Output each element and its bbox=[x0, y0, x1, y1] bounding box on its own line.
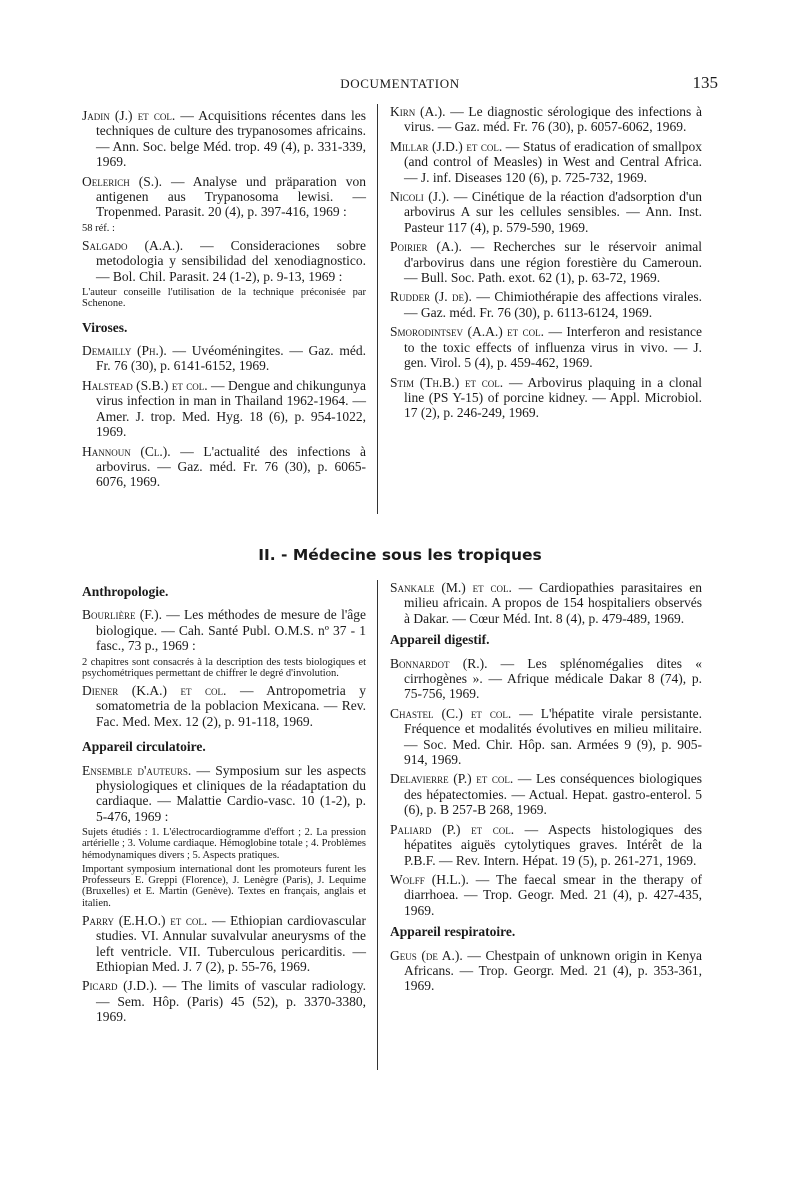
entry-citation: — Cinétique de la réaction d'adsorption d'un arbovirus A sur les cellules sensibles. — Ann. Inst. Pasteur 117 (4), p. 579-590, 1969. bbox=[404, 189, 702, 235]
column-divider-bottom bbox=[377, 580, 378, 1070]
entry-citation: — Interferon and resistance to the toxic effects of influenza virus in vivo. — J. gen. Virol. 5 (4), p. 459-462, 1969. bbox=[404, 324, 703, 371]
bibliography-entry bbox=[82, 238, 366, 284]
subsection-heading: Viroses. bbox=[82, 319, 128, 335]
bibliography-entry bbox=[82, 444, 366, 490]
entry-citation: — Cardiopathies parasitaires en milieu africain. A propos de 154 hospitaliers observés à Dakar. — Cœur Méd. Int. 8 (4), p. 479-489, 1969. bbox=[404, 580, 702, 626]
entry-citation: — Chimiothérapie des affections virales. — Gaz. méd. Fr. 76 (30), p. 6113-6124, 1969. bbox=[404, 289, 702, 320]
entry-citation: — L'actualité des infections à arbovirus. — Gaz. méd. Fr. 76 (30), p. 6065-6076, 1969. bbox=[96, 443, 366, 490]
entry-citation: — Les méthodes de mesure de l'âge biologique. — Cah. Santé Publ. O.M.S. nº 37 - 1 fasc., 73 p., 1969 : bbox=[96, 607, 366, 654]
bibliography-entry bbox=[390, 375, 702, 421]
entry-author: Jadin (J.) et col. bbox=[82, 108, 176, 123]
entry-citation: — Antropometria y somatometria de la poblacion Mexicana. — Rev. Fac. Med. Mex. 12 (2), p. 91-118, 1969. bbox=[96, 683, 366, 729]
entry-note: Important symposium international dont les promoteurs furent les Professeurs E. Greppi (Florence), J. Lenègre (Paris), J. Lequime (Bruxelles) et E. Martin (Genève). Textes en français, anglais et italien. bbox=[82, 863, 366, 909]
entry-citation: — Ethiopian cardiovascular studies. VI. Annular suvalvular aneurysms of the left ventricle. VII. Tuberculous pericarditis. — Ethiopian Med. J. 7 (2), p. 55-76, 1969. bbox=[96, 912, 367, 974]
bibliography-entry bbox=[390, 239, 702, 285]
column-top-right bbox=[390, 104, 702, 425]
column-divider-top bbox=[377, 104, 378, 514]
bibliography-entry bbox=[82, 343, 366, 374]
subsection-heading: Anthropologie. bbox=[82, 584, 169, 599]
bibliography-entry bbox=[390, 139, 702, 185]
column-top-left bbox=[82, 108, 366, 494]
bibliography-entry bbox=[390, 706, 702, 768]
bibliography-entry bbox=[390, 948, 702, 994]
entry-author: Millar (J.D.) et col. bbox=[390, 138, 503, 154]
entry-author: Nicoli (J.). bbox=[390, 189, 450, 205]
entry-note: L'auteur conseille l'utilisation de la technique préconisée par Schenone. bbox=[82, 287, 366, 310]
entry-citation: — Le diagnostic sérologique des infections à virus. — Gaz. méd. Fr. 76 (30), p. 6057-6062, 1969. bbox=[404, 104, 702, 135]
entry-author: Delavierre (P.) et col. bbox=[390, 771, 514, 787]
entry-author: Smorodintsev (A.A.) et col. bbox=[390, 324, 544, 340]
entry-author: Poirier (A.). bbox=[390, 239, 462, 255]
entry-citation: — Analyse und präparation von antigenen aus Trypanosoma lewisi. — Tropenmed. Parasit. 20 (4), p. 397-416, 1969 : bbox=[96, 173, 366, 220]
entry-citation: — Chestpain of unknown origin in Kenya Africans. — Trop. Georgr. Med. 21 (4), p. 353-361, 1969. bbox=[404, 947, 702, 994]
entry-citation: — Recherches sur le réservoir animal d'arbovirus dans une région forestière du Cameroun. — Bull. Soc. Path. exot. 62 (1), p. 63-72, 1969. bbox=[404, 239, 702, 286]
entry-citation: — Aspects histologiques des hépatites aiguës cytolytiques graves. Intérêt de la P.B.F. — Rev. Intern. Hépat. 19 (5), p. 261-271, 1969. bbox=[404, 821, 702, 868]
entry-citation: — Consideraciones sobre metodologia y sensibilidad del xenodiagnostico. — Bol. Chil. Parasit. 24 (1-2), p. 9-13, 1969 : bbox=[96, 238, 367, 284]
entry-author: Rudder (J. de). bbox=[390, 289, 472, 305]
entry-author: Chastel (C.) et col. bbox=[390, 705, 512, 721]
entry-author: Sankale (M.) et col. bbox=[390, 580, 512, 595]
bibliography-entry bbox=[82, 607, 366, 653]
entry-author: Bonnardot (R.). bbox=[390, 655, 488, 671]
entry-author: Salgado (A.A.). bbox=[82, 238, 184, 254]
entry-author: Bourlière (F.). bbox=[82, 607, 162, 623]
bibliography-entry bbox=[390, 289, 702, 320]
subsection-heading: Appareil digestif. bbox=[390, 632, 490, 648]
entry-author: Oelerich (S.). bbox=[82, 173, 162, 189]
running-title: DOCUMENTATION bbox=[340, 76, 460, 91]
subsection-heading: Appareil respiratoire. bbox=[390, 924, 516, 940]
entry-author: Geus (de A.). bbox=[390, 947, 463, 963]
entry-author: Stim (Th.B.) et col. bbox=[390, 374, 504, 390]
entry-citation: — The faecal smear in the therapy of diarrhoea. — Trop. Geogr. Med. 21 (4), p. 427-435, 1969. bbox=[404, 871, 702, 918]
column-bottom-left bbox=[82, 582, 366, 1029]
entry-note: 2 chapitres sont consacrés à la description des tests biologiques et psychométriques permettant de chiffrer le degré d'involution. bbox=[82, 656, 366, 679]
bibliography-entry bbox=[82, 683, 366, 729]
entry-note: Sujets étudiés : 1. L'électrocardiogramme d'effort ; 2. La pression artérielle ; 3. Volume cardiaque. Hémoglobine totale ; 4. Problèmes hémodynamiques divers ; 5. Aspects pratiques. bbox=[82, 827, 366, 861]
entry-author: Wolff (H.L.). bbox=[390, 871, 469, 887]
bibliography-entry bbox=[82, 913, 366, 975]
column-bottom-right bbox=[390, 580, 702, 998]
bibliography-entry bbox=[82, 108, 366, 170]
entry-citation: — Les conséquences biologiques des hépatectomies. — Actual. Hepat. gastro-enterol. 5 (6), p. B 257-B 268, 1969. bbox=[404, 771, 702, 818]
entry-author: Parry (E.H.O.) et col. bbox=[82, 912, 208, 928]
entry-note: 58 réf. : bbox=[82, 222, 115, 234]
entry-author: Picard (J.D.). bbox=[82, 978, 158, 994]
entry-author: Demailly (Ph.). bbox=[82, 343, 167, 359]
entry-author: Paliard (P.) et col. bbox=[390, 821, 515, 837]
bibliography-entry bbox=[390, 104, 702, 135]
subsection-heading: Appareil circulatoire. bbox=[82, 739, 206, 755]
bibliography-entry bbox=[82, 378, 366, 440]
bibliography-entry bbox=[390, 189, 702, 235]
entry-author: Diener (K.A.) et col. bbox=[82, 683, 227, 699]
entry-author: Kirn (A.). bbox=[390, 104, 446, 119]
bibliography-entry bbox=[82, 978, 366, 1024]
bibliography-entry bbox=[82, 763, 366, 825]
bibliography-entry bbox=[390, 656, 702, 702]
entry-author: Ensemble d'auteurs. bbox=[82, 762, 192, 778]
bibliography-entry bbox=[390, 324, 702, 370]
entry-citation: — L'hépatite virale persistante. Fréquence et modalités évolutives en milieu militaire. — Soc. Med. Chir. Hôp. san. Armées 9 (9), p. 905-914, 1969. bbox=[404, 705, 702, 768]
bibliography-entry bbox=[82, 174, 366, 220]
bibliography-entry bbox=[390, 771, 702, 817]
entry-citation: — Les splénomégalies dites « cirrhogènes ». — Afrique médicale Dakar 8 (74), p. 75-756, 1969. bbox=[404, 655, 703, 702]
entry-author: Hannoun (Cl.). bbox=[82, 443, 171, 459]
page-header bbox=[82, 73, 718, 96]
bibliography-entry bbox=[390, 872, 702, 918]
entry-citation: — The limits of vascular radiology. — Sem. Hôp. (Paris) 45 (52), p. 3370-3380, 1969. bbox=[96, 978, 366, 1025]
entry-citation: — Uvéoméningites. — Gaz. méd. Fr. 76 (30), p. 6141-6152, 1969. bbox=[96, 343, 366, 374]
entry-citation: — Acquisitions récentes dans les techniques de culture des trypanosomes africains. — Ann. Soc. belge Méd. trop. 49 (4), p. 331-339, 1969. bbox=[96, 108, 367, 170]
entry-citation: — Arbovirus plaquing in a clonal line (PS Y-15) of porcine kidney. — Appl. Microbiol. 17 (2), p. 246-249, 1969. bbox=[404, 374, 702, 421]
entry-citation: — Dengue and chikungunya virus infection in man in Thailand 1962-1964. — Amer. J. trop. Med. Hyg. 18 (6), p. 954-1022, 1969. bbox=[96, 377, 366, 440]
entry-author: Halstead (S.B.) et col. bbox=[82, 377, 208, 393]
bibliography-entry bbox=[390, 580, 702, 626]
page-number: 135 bbox=[692, 73, 718, 92]
entry-citation: — Symposium sur les aspects physiologiques et cliniques de la réadaptation du cardiaque. — Malattie Cardio-vasc. 10 (1-2), p. 5-476, 1969 : bbox=[96, 762, 367, 824]
section-title: II. - Médecine sous les tropiques bbox=[258, 546, 542, 564]
entry-citation: — Status of eradication of smallpox (and control of Measles) in West and Central Africa. — J. inf. Diseases 120 (6), p. 725-732, 1969. bbox=[404, 138, 702, 185]
bibliography-entry bbox=[390, 822, 702, 868]
